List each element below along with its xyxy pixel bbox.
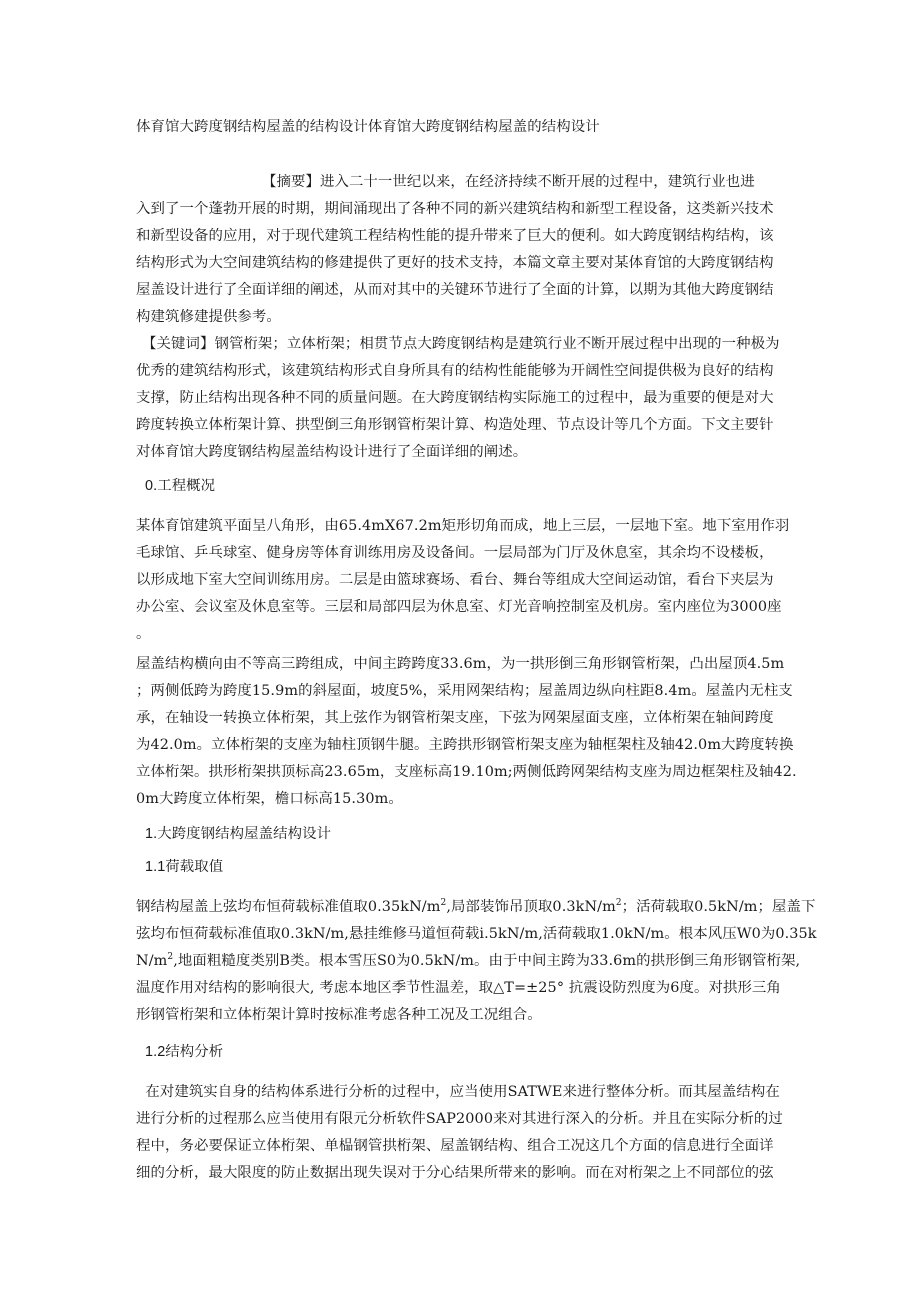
text-run: ；活荷载取0.5kN/m；屋盖下	[621, 899, 816, 915]
paragraph-line: 为42.0m。立体桁架的支座为轴柱顶钢牛腿。主跨拱形钢管桁架支座为轴框架柱及轴42.0m大跨度转换	[136, 737, 794, 753]
abstract-line: 和新型设备的应用，对于现代建筑工程结构性能的提升带来了巨大的便利。如大跨度钢结构结构，该	[136, 228, 774, 244]
paragraph-line: 。	[136, 626, 151, 642]
abstract-line: 入到了一个蓬勃开展的时期，期间涌现出了各种不同的新兴建筑结构和新型工程设备，这类新兴技术	[136, 201, 774, 217]
abstract-line: 屋盖设计进行了全面详细的阐述，从而对其中的关键环节进行了全面的计算，以期为其他大跨度钢结	[136, 282, 774, 298]
document-title: 体育馆大跨度钢结构屋盖的结构设计体育馆大跨度钢结构屋盖的结构设计	[136, 119, 600, 135]
paragraph-line: 承，在轴设一转换立体桁架，其上弦作为钢管桁架支座，下弦为网架屋面支座，立体桁架在轴间跨度	[136, 710, 774, 726]
section-heading-1: 1.大跨度钢结构屋盖结构设计	[145, 826, 332, 842]
keywords-line: 优秀的建筑结构形式，该建筑结构形式自身所具有的结构性能能够为开阔性空间提供极为良好的结构	[136, 363, 774, 379]
paragraph-line: 在对建筑实自身的结构体系进行分析的过程中，应当使用SATWE来进行整体分析。而其屋盖结构在	[136, 1084, 780, 1100]
paragraph-line: 以形成地下室大空间训练用房。二层是由篮球赛场、看台、舞台等组成大空间运动馆，看台下夹层为	[136, 572, 774, 588]
abstract-line: 【摘要】进入二十一世纪以来，在经济持续不断开展的过程中，建筑行业也进	[262, 174, 755, 190]
paragraph-line: 某体育馆建筑平面呈八角形，由65.4mX67.2m矩形切角而成，地上三层，一层地下室。地下室用作羽	[136, 518, 790, 534]
section-heading-0: 0.工程概况	[145, 478, 216, 494]
text-run: N/m	[136, 953, 168, 969]
paragraph-line: 程中，务必要保证立体桁架、单榀钢管拱桁架、屋盖钢结构、组合工况这几个方面的信息进行全面详	[136, 1138, 774, 1154]
paragraph-line: 办公室、会议室及休息室等。三层和局部四层为休息室、灯光音响控制室及机房。室内座位为3000座	[136, 599, 782, 615]
superscript: 2	[167, 952, 174, 963]
paragraph-line: ；两侧低跨为跨度15.9m的斜屋面，坡度5%，采用网架结构；屋盖周边纵向柱距8.4m。屋盖内无柱支	[136, 683, 793, 699]
keywords-line: 对体育馆大跨度钢结构屋盖结构设计进行了全面详细的阐述。	[136, 444, 528, 460]
paragraph-line: 进行分析的过程那么应当使用有限元分析软件SAP2000来对其进行深入的分析。并且在实际分析的过	[136, 1111, 783, 1127]
abstract-line: 结构形式为大空间建筑结构的修建提供了更好的技术支持，本篇文章主要对某体育馆的大跨度钢结构	[136, 255, 774, 271]
text-run: ,地面粗糙度类别B类。根本雪压S0为0.5kN/m。由于中间主跨为33.6m的拱形倒三角形钢管桁架,	[173, 953, 801, 969]
paragraph-line: 形钢管桁架和立体桁架计算时按标准考虑各种工况及工况组合。	[136, 1007, 542, 1023]
paragraph-line: 弦均布恒荷载标准值取0.3kN/m,悬挂维修马道恒荷载i.5kN/m,活荷载取1.0kN/m。根本风压W0为0.35k	[136, 926, 817, 942]
keywords-line: 支撑，防止结构出现各种不同的质量问题。在大跨度钢结构实际施工的过程中，最为重要的便是对大	[136, 390, 774, 406]
keywords-line: 跨度转换立体桁架计算、拱型倒三角形钢管桁架计算、构造处理、节点设计等几个方面。下文主要针	[136, 417, 774, 433]
paragraph-line: 0m大跨度立体桁架，檐口标高15.30m。	[136, 791, 403, 807]
paragraph-line: 温度作用对结构的影响很大, 考虑本地区季节性温差，取△T=±25° 抗震设防烈度为6度。对拱形三角	[136, 980, 781, 996]
paragraph-line: 毛球馆、乒乓球室、健身房等体育训练用房及设备间。一层局部为门厅及休息室，其余均不设楼板，	[136, 545, 774, 561]
paragraph-line	[136, 898, 815, 916]
abstract-line: 构建筑修建提供参考。	[136, 309, 281, 325]
keywords-line: 【关键词】钢管桁架；立体桁架；相贯节点大跨度钢结构是建筑行业不断开展过程中出现的一种极为	[142, 336, 780, 352]
paragraph-line: 细的分析，最大限度的防止数据出现失误对于分心结果所带来的影响。而在对桁架之上不同部位的弦	[136, 1165, 774, 1181]
superscript: 2	[440, 898, 447, 909]
text-run: ,局部装饰吊顶取0.3kN/m	[446, 899, 616, 915]
subsection-heading-1-1: 1.1荷载取值	[145, 859, 224, 875]
text-run: 钢结构屋盖上弦均布恒荷载标准值取0.35kN/m	[136, 899, 441, 915]
superscript: 2	[615, 898, 622, 909]
paragraph-line: 立体桁架。拱形桁架拱顶标高23.65m，支座标高19.10m;两侧低跨网架结构支座为周边框架柱及轴42.	[136, 764, 797, 780]
paragraph-line: 屋盖结构横向由不等高三跨组成，中间主跨跨度33.6m，为一拱形倒三角形钢管桁架，凸出屋顶4.5m	[136, 656, 785, 672]
subsection-heading-1-2: 1.2结构分析	[145, 1044, 224, 1060]
paragraph-line	[136, 952, 800, 970]
